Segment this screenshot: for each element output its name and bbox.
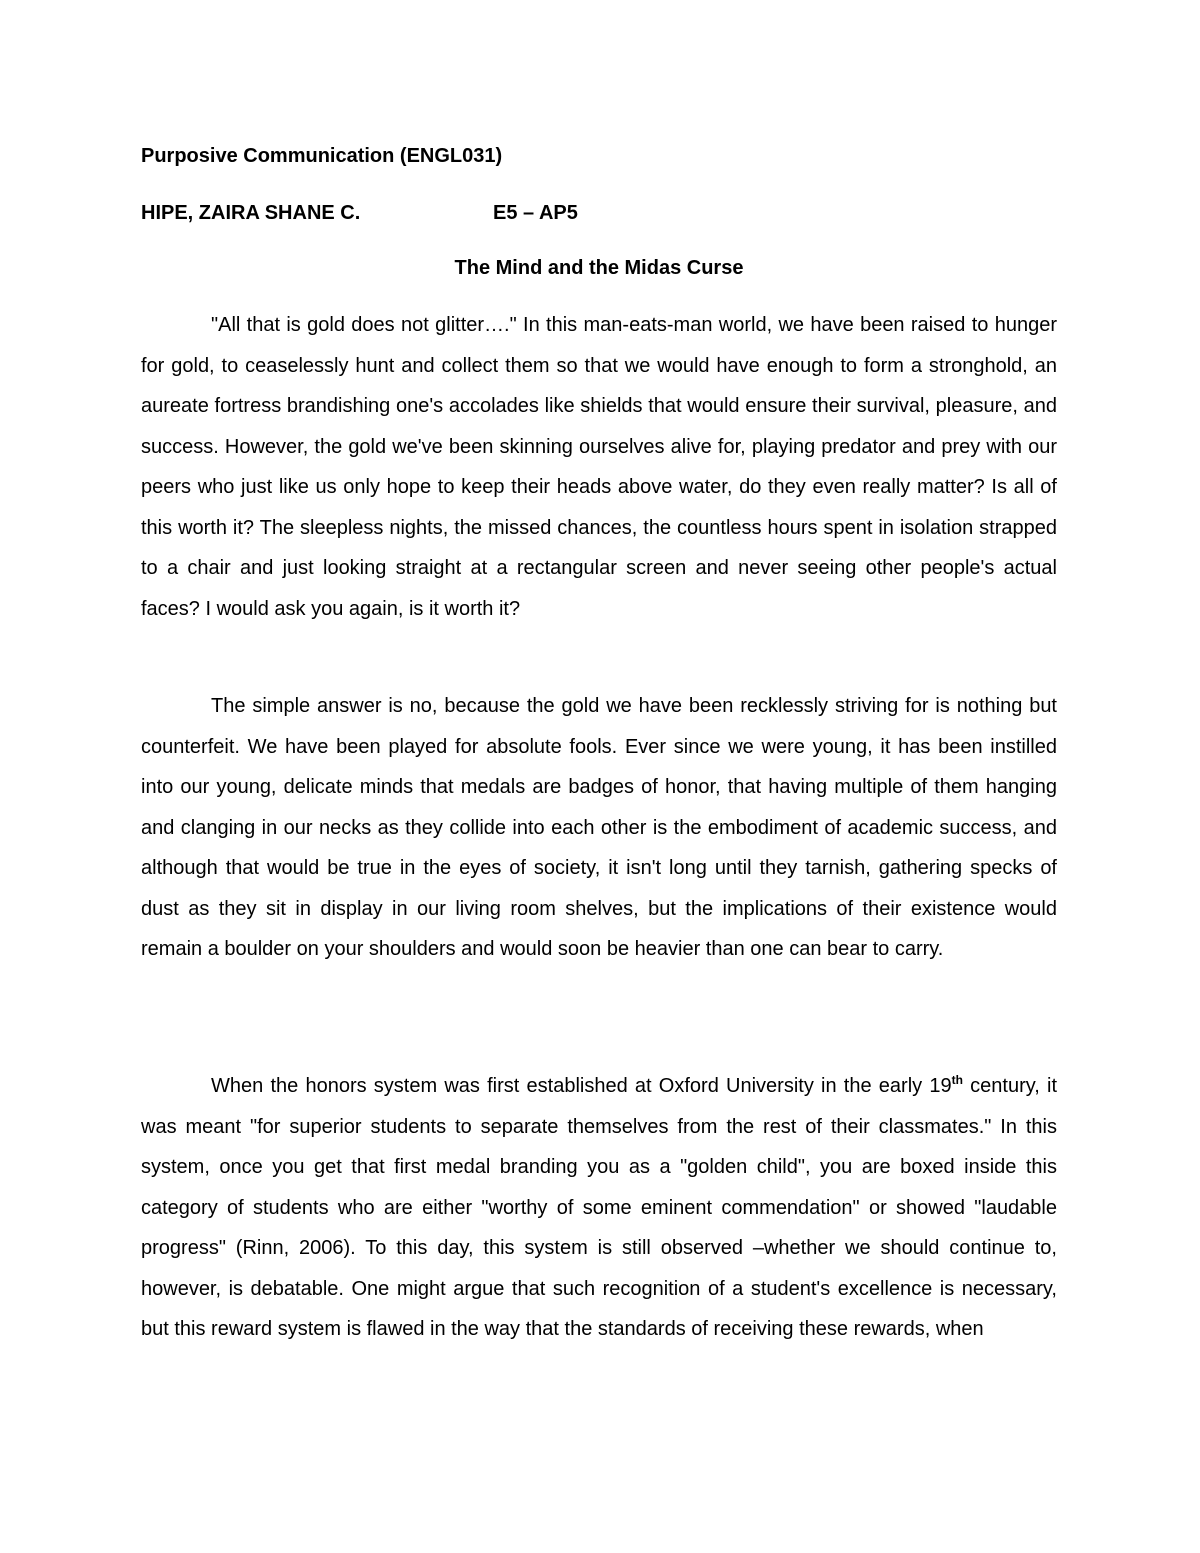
paragraph-3 — [141, 1066, 1057, 1350]
paragraph-2: The simple answer is no, because the gold we have been recklessly striving for is nothing but counterfeit. We have been played for absolute fools. Ever since we were young, it has been instilled into our young, delicate minds that medals are badges of honor, that having multiple of them hanging and clanging in our necks as they collide into each other is the embodiment of academic success, and although that would be true in the eyes of society, it isn't long until they tarnish, gathering specks of dust as they sit in display in our living room shelves, but the implications of their existence would remain a boulder on your shoulders and would soon be heavier than one can bear to carry. — [141, 695, 1057, 960]
ordinal-suffix: th — [951, 1073, 963, 1087]
paragraph-1: "All that is gold does not glitter…." In this man-eats-man world, we have been raised to hunger for gold, to ceaselessly hunt and collect them so that we would have enough to form a stronghold, an aureate fortress brandishing one's accolades like shields that would ensure their survival, pleasure, and success. However, the gold we've been skinning ourselves alive for, playing predator and prey with our peers who just like us only hope to keep their heads above water, do they even really matter? Is all of this worth it? The sleepless nights, the missed chances, the countless hours spent in isolation strapped to a chair and just looking straight at a rectangular screen and never seeing other people's actual faces? I would ask you again, is it worth it? — [141, 314, 1057, 620]
paragraph-3-text-end: century, it was meant "for superior students to separate themselves from the rest of their classmates." In this system, once you get that first medal branding you as a "golden child", you are boxed inside this category of students who are either "worthy of some eminent commendation" or showed "laudable progress" (Rinn, 2006). To this day, this system is still observed –whether we should continue to, however, is debatable. One might argue that such recognition of a student's excellence is necessary, but this reward system is flawed in the way that the standards of receiving these rewards, when — [141, 1075, 1058, 1340]
section-code: E5 – AP5 — [493, 202, 578, 224]
student-name: HIPE, ZAIRA SHANE C. — [141, 202, 361, 224]
paragraph-3-text-start: When the honors system was first established at Oxford University in the early 19 — [211, 1075, 952, 1097]
essay-title: The Mind and the Midas Curse — [454, 257, 744, 279]
course-heading: Purposive Communication (ENGL031) — [141, 145, 503, 167]
